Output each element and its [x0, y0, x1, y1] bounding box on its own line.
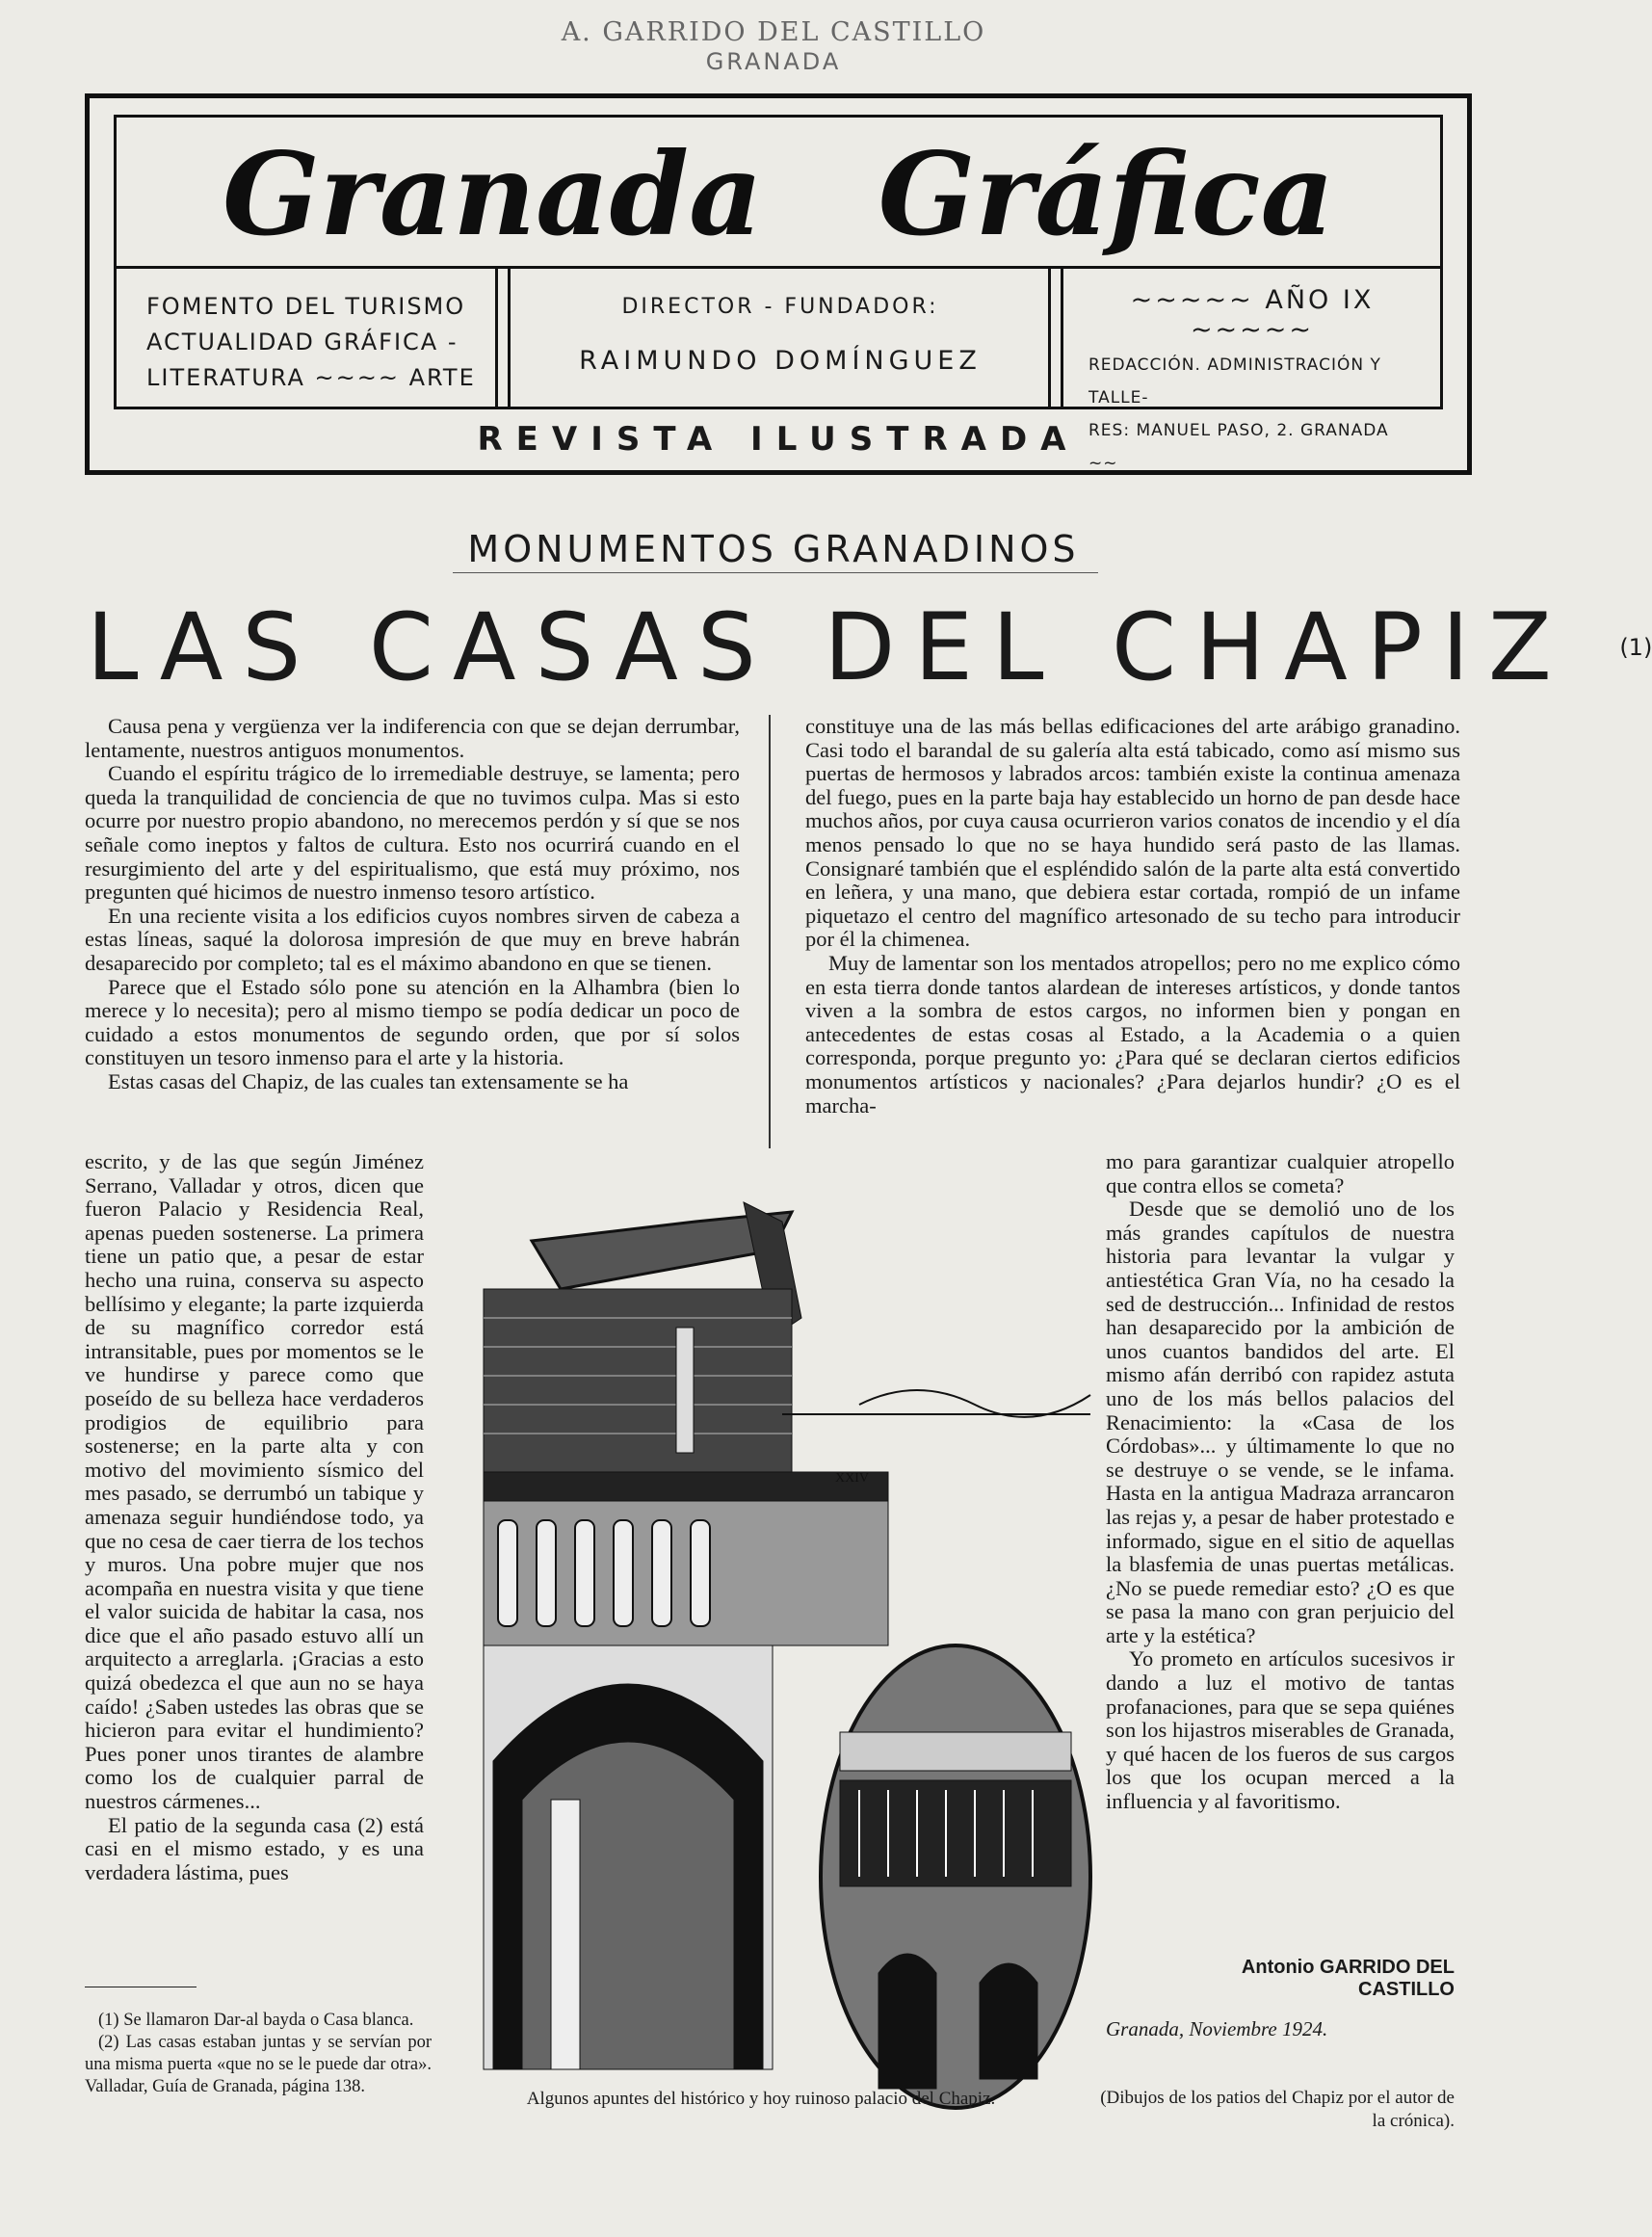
headline-footnote-mark: (1) — [1619, 634, 1652, 661]
address-line-1: REDACCIÓN. ADMINISTRACIÓN Y TALLE- — [1088, 355, 1381, 408]
masthead-title — [114, 127, 1443, 262]
year-label: ~~~~~ AÑO IX ~~~~~ — [1130, 285, 1375, 345]
masthead-director — [520, 295, 1040, 376]
ownership-stamp-city: GRANADA — [705, 48, 842, 75]
paragraph: Estas casas del Chapiz, de las cuales tan extensamente se ha — [108, 1068, 629, 1093]
author-signature: Antonio GARRIDO DEL CASTILLO — [1241, 1957, 1455, 2000]
article-headline — [87, 590, 1652, 705]
masthead-column-rule-1 — [495, 266, 498, 409]
masthead-subtitle: REVISTA ILUSTRADA — [477, 420, 1080, 459]
paragraph: constituye una de las más bellas edificaciones del arte arábigo granadino. Casi todo el barandal de su galería alta está tabicado, como así mismo sus puertas de hermosos y labrados arcos: también existe la continua amenaza del fuego, pues en la parte baja hay establecido un horno de pan desde hace muchos años, por cuya causa ocurrieron varios conatos de incendio y el día menos pensado lo que no se haya hundido será pasto de las llamas. Consignaré también que el espléndido salón de la parte alta está convertido en leñera, y una mano, que debiera estar cortada, rompió de un infame piquetazo el centro del magnífico artesonado de su techo para introducir por él la chimenea. — [805, 714, 1460, 952]
director-label: DIRECTOR - FUNDADOR: — [621, 295, 939, 319]
article-column-right — [805, 715, 1460, 1118]
masthead-column-rule-3 — [1048, 266, 1051, 409]
masthead-column-rule-2 — [508, 266, 511, 409]
footnote: (2) Las casas estaban juntas y se servían por una misma puerta «que no se le puede dar otra». Valladar, Guía de Granada, página 138. — [85, 2033, 432, 2096]
paragraph: Parece que el Estado sólo pone su atención en la Alhambra (bien lo merece y lo necesita); pero al mismo tiempo se podía dedicar un poco de cuidado a estos monumentos de segundo orden, que por sí solos constituyen un tesoro inmenso para el arte y la historia. — [85, 974, 740, 1070]
illustration-credit: (Dibujos de los patios del Chapiz por el autor de la crónica). — [1100, 2088, 1455, 2131]
masthead-title-word1: Granada — [222, 127, 763, 261]
paragraph: escrito, y de las que según Jiménez Serrano, Valladar y otros, dicen que fueron Palacio y Residencia Real, apenas pueden sostenerse. La primera tiene un patio que, a pesar de estar hecho una ruina, conserva su aspecto bellísimo y elegante; la parte izquierda de su magnífico corredor está intransitable, pues por momentos se le ve hundirse y parece como que poseído de su belleza hace verdaderos prodigios de equilibrio para sostenerse; en la parte alta y con motivo del movimiento sísmico del mes pasado, se derrumbó un tabique y amenaza seguir hundiéndose todo, ya que no cesa de caer tierra de los techos y muros. Una pobre mujer que nos acompaña en nuestra visita y que tiene el valor suicida de habitar la casa, nos dice que el año pasado estuvo allí un arquitecto a arreglarla. ¡Gracias a esto quizá obedezca el que aun no se haya caído! ¿Saben ustedes las obras que se hicieron para evitar el hundimiento? Pues poner unos tirantes de alambre como los de cualquier parral de nuestros cármenes... — [85, 1149, 424, 1814]
address-line-2: RES: MANUEL PASO, 2. GRANADA ~~ — [1088, 421, 1389, 473]
paragraph: El patio de la segunda casa (2) está casi en el mismo estado, y es una verdadera lástima, pues — [85, 1812, 424, 1884]
paragraph: mo para garantizar cualquier atropello que contra ellos se cometa? — [1106, 1149, 1455, 1197]
masthead-column-rule-4 — [1061, 266, 1063, 409]
topic-line-2: ACTUALIDAD GRÁFICA - — [146, 329, 459, 355]
masthead-topics — [146, 289, 484, 396]
topic-line-1: FOMENTO DEL TURISMO — [146, 293, 466, 320]
section-underline — [453, 572, 1098, 573]
paragraph: Cuando el espíritu trágico de lo irremediable destruye, se lamenta; pero queda la tranquilidad de conciencia de que no tuvimos culpa. Mas si esto ocurre por nuestro propio abandono, no merecemos perdón y sí que se nos señale como ineptos y faltos de cultura. Esto nos ocurrirá cuando en el resurgimiento del arte y del espiritualismo, que está muy próximo, nos pregunten qué hicimos de nuestro inmenso tesoro artístico. — [85, 761, 740, 905]
paragraph: Muy de lamentar son los mentados atropellos; pero no me explico cómo en esta tierra donde tantos alardean de intereses artísticos, y donde tantos viven a la sombra de estos cargos, no informen bien y pongan en antecedentes de estas cosas al Estado, a la Academia o a quien corresponda, porque pregunto yo: ¿Para qué se declaran ciertos edificios monumentos artísticos y nacionales? ¿Para dejarlos hundir? ¿O es el marcha- — [805, 950, 1460, 1118]
place-and-date: Granada, Noviembre 1924. — [1106, 2017, 1328, 2040]
ownership-stamp-name: A. GARRIDO DEL CASTILLO — [561, 17, 986, 47]
topic-line-3: LITERATURA ~~~~ ARTE — [146, 364, 476, 391]
paragraph: Yo prometo en artículos sucesivos ir dando a luz el motivo de tantas profanaciones, para que se sepa quiénes son los hijastros miserables de Granada, y qué hacen de los fueros de sus cargos los que los ocupan merced a la influencia y al favoritismo. — [1106, 1646, 1455, 1814]
article-column-right-narrow — [1106, 1150, 1455, 1814]
director-name: RAIMUNDO DOMÍNGUEZ — [579, 346, 982, 376]
footnotes — [85, 2010, 432, 2098]
paragraph: Causa pena y vergüenza ver la indiferencia con que se dejan derrumbar, lentamente, nuestros antiguos monumentos. — [85, 714, 740, 762]
column-divider — [769, 715, 771, 1148]
article-column-left-narrow — [85, 1150, 424, 1884]
section-heading: MONUMENTOS GRANADINOS — [467, 528, 1080, 570]
headline-text: LAS CASAS DEL CHAPIZ — [87, 593, 1571, 701]
article-column-left — [85, 715, 740, 1094]
figure-mark: XXIV — [835, 1471, 869, 1486]
chapiz-illustration — [455, 1183, 1102, 2098]
masthead-divider — [114, 266, 1443, 269]
paragraph: Desde que se demolió uno de los más grandes capítulos de nuestra historia para levantar la vulgar y antiestética Gran Vía, no ha cesado la sed de destrucción... Infinidad de restos han desaparecido por la ambición de unos cuantos bandidos del arte. El mismo afán derribó con rapidez astuta uno de los más bellos palacios del Renacimiento: la «Casa de los Córdobas»... y últimamente lo que no se destruye o se vende, se le infama. Hasta en la antigua Madraza arrancaron las rejas y, a pesar de haber protestado e informado, sigue en el sitio de aquellas la blasfemia de unas puertas metálicas. ¿No se puede remediar esto? ¿O es que se pasa la mano con gran perjuicio del arte y la estética? — [1106, 1197, 1455, 1647]
masthead-title-word2: Gráfica — [878, 127, 1335, 261]
footnote: (1) Se llamaron Dar-al bayda o Casa blanca. — [98, 2011, 414, 2030]
figure-caption: Algunos apuntes del histórico y hoy ruinoso palacio del Chapiz. — [526, 2089, 996, 2109]
paragraph: En una reciente visita a los edificios cuyos nombres sirven de cabeza a estas líneas, saqué la dolorosa impresión de que muy en breve habrán desaparecido por completo; tal es el máximo abandono en que se tienen. — [85, 903, 740, 975]
